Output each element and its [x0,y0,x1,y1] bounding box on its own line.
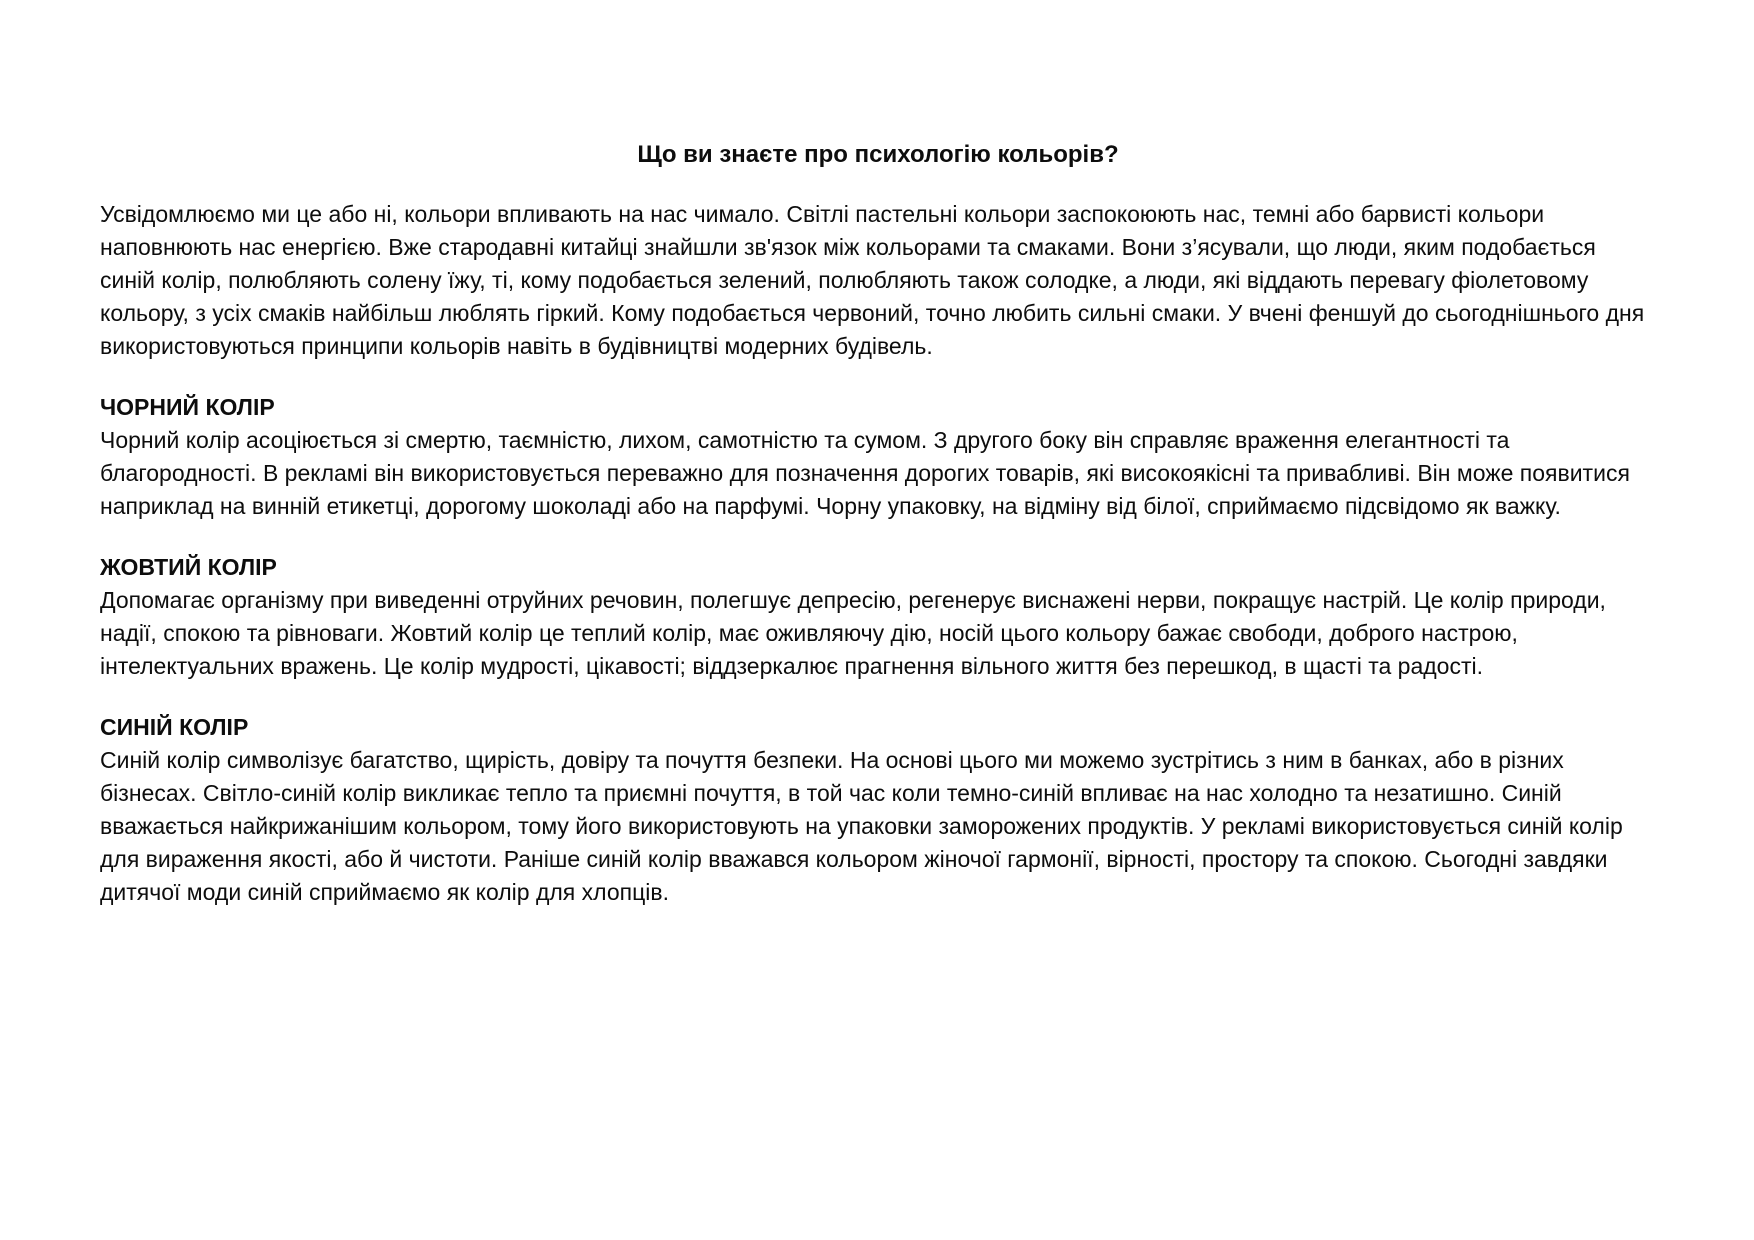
section-heading-blue: СИНІЙ КОЛІР [100,714,249,740]
section-body-black: Чорний колір асоціюється зі смертю, таємністю, лихом, самотністю та сумом. З другого боку він справляє враження елегантності та благородності. В рекламі він використовується переважно для позначення дорогих товарів, які високоякісні та привабливі. Він може появитися наприклад на винній етикетці, дорогому шоколаді або на парфумі. Чорну упаковку, на відміну від білої, сприймаємо підсвідомо як важку. [100,427,1630,519]
section-body-blue: Синій колір символізує багатство, щирість, довіру та почуття безпеки. На основі цього ми можемо зустрітись з ним в банках, або в різних бізнесах. Світло-синій колір викликає тепло та приємні почуття, в той час коли темно-синій впливає на нас холодно та незатишно. Синій вважається найкрижанішим кольором, тому його використовують на упаковки заморожених продуктів. У рекламі використовується синій колір для вираження якості, або й чистоти. Раніше синій колір вважався кольором жіночої гармонії, вірності, простору та спокою. Сьогодні завдяки дитячої моди синій сприймаємо як колір для хлопців. [100,747,1623,905]
section-yellow-color [100,551,1656,683]
section-heading-black: ЧОРНИЙ КОЛІР [100,394,275,420]
section-black-color [100,391,1656,523]
section-heading-yellow: ЖОВТИЙ КОЛІР [100,554,277,580]
intro-paragraph: Усвідомлюємо ми це або ні, кольори впливають на нас чимало. Світлі пастельні кольори заспокоюють нас, темні або барвисті кольори наповнюють нас енергією. Вже стародавні китайці знайшли зв'язок між кольорами та смаками. Вони з’ясували, що люди, яким подобається синій колір, полюбляють солену їжу, ті, кому подобається зелений, полюбляють також солодке, а люди, які віддають перевагу фіолетовому кольору, з усіх смаків найбільш люблять гіркий. Кому подобається червоний, точно любить сильні смаки. У вчені феншуй до сьогоднішнього дня використовуються принципи кольорів навіть в будівництві модерних будівель. [100,201,1645,359]
document-title: Що ви знаєте про психологію кольорів? [637,141,1119,168]
section-blue-color [100,711,1656,909]
section-body-yellow: Допомагає організму при виведенні отруйних речовин, полегшує депресію, регенерує виснажені нерви, покращує настрій. Це колір природи, надії, спокою та рівноваги. Жовтий колір це теплий колір, має оживляючу дію, носій цього кольору бажає свободи, доброго настрою, інтелектуальних вражень. Це колір мудрості, цікавості; віддзеркалює прагнення вільного життя без перешкод, в щасті та радості. [100,587,1606,679]
